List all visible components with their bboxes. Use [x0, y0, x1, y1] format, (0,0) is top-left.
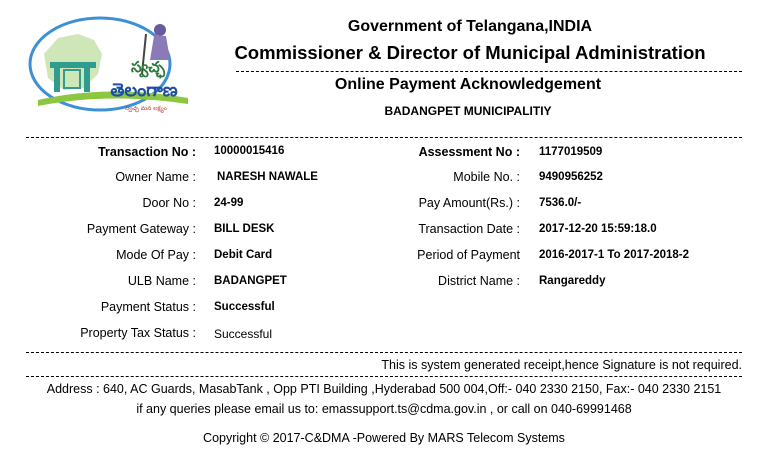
logo-telugu-top: స్వచ్ఛ [130, 58, 166, 76]
district-name-label: District Name : [438, 274, 520, 288]
ulb-name-value: BADANGPET [214, 275, 287, 287]
footer-divider [26, 376, 742, 377]
payment-status-value: Successful [214, 301, 275, 313]
logo-telugu-sub: స్వచ్ఛ మన లక్ష్యం [125, 105, 167, 112]
district-name-value: Rangareddy [539, 275, 606, 287]
footer-copyright: Copyright © 2017-C&DMA -Powered By MARS Telecom Systems [203, 431, 565, 445]
footer-queries: if any queries please email us to: emassupport.ts@cdma.gov.in , or call on 040-69991468 [136, 402, 632, 416]
property-tax-status-label: Property Tax Status : [80, 326, 196, 340]
door-no-value: 24-99 [214, 197, 244, 209]
transaction-date-value: 2017-12-20 15:59:18.0 [539, 223, 657, 235]
transaction-date-label: Transaction Date : [418, 222, 520, 236]
receipt-title: Online Payment Acknowledgement [334, 76, 602, 93]
swachh-telangana-logo [28, 14, 198, 122]
period-of-payment-label: Period of Payment [417, 248, 520, 262]
pay-amount-label: Pay Amount(Rs.) : [418, 196, 520, 210]
ulb-name-label: ULB Name : [127, 274, 196, 288]
signature-note: This is system generated receipt,hence Signature is not required. [381, 358, 742, 372]
mode-of-pay-value: Debit Card [214, 249, 273, 261]
logo-telugu-main: తెలంగాణ [110, 80, 178, 101]
commissioner-title: Commissioner & Director of Municipal Administration [234, 42, 706, 63]
municipality-name: BADANGPET MUNICIPALITIY [384, 104, 552, 118]
footer-address: Address : 640, AC Guards, MasabTank , Opp PTI Building ,Hyderabad 500 004,Off:- 040 2330 2150, Fax:- 040 2330 2151 [46, 382, 722, 396]
top-divider [26, 137, 742, 138]
pay-amount-value: 7536.0/- [539, 197, 582, 209]
government-title: Government of Telangana,INDIA [347, 18, 593, 35]
bottom-divider [26, 352, 742, 353]
transaction-no-value: 10000015416 [214, 145, 285, 157]
property-tax-status-value: Successful [214, 327, 273, 341]
mode-of-pay-label: Mode Of Pay : [116, 248, 196, 262]
payment-status-label: Payment Status : [100, 300, 196, 314]
assessment-no-label: Assessment No : [418, 145, 520, 159]
period-of-payment-value: 2016-2017-1 To 2017-2018-2 [539, 249, 690, 261]
payment-gateway-label: Payment Gateway : [86, 222, 196, 236]
mobile-no-label: Mobile No. : [453, 170, 520, 184]
owner-name-label: Owner Name : [115, 170, 196, 184]
header-divider [236, 71, 742, 72]
door-no-label: Door No : [142, 196, 196, 210]
owner-name-value: NARESH NAWALE [217, 171, 318, 183]
assessment-no-value: 1177019509 [539, 146, 603, 158]
transaction-no-label: Transaction No : [98, 145, 196, 159]
payment-gateway-value: BILL DESK [214, 223, 275, 235]
mobile-no-value: 9490956252 [539, 171, 603, 183]
